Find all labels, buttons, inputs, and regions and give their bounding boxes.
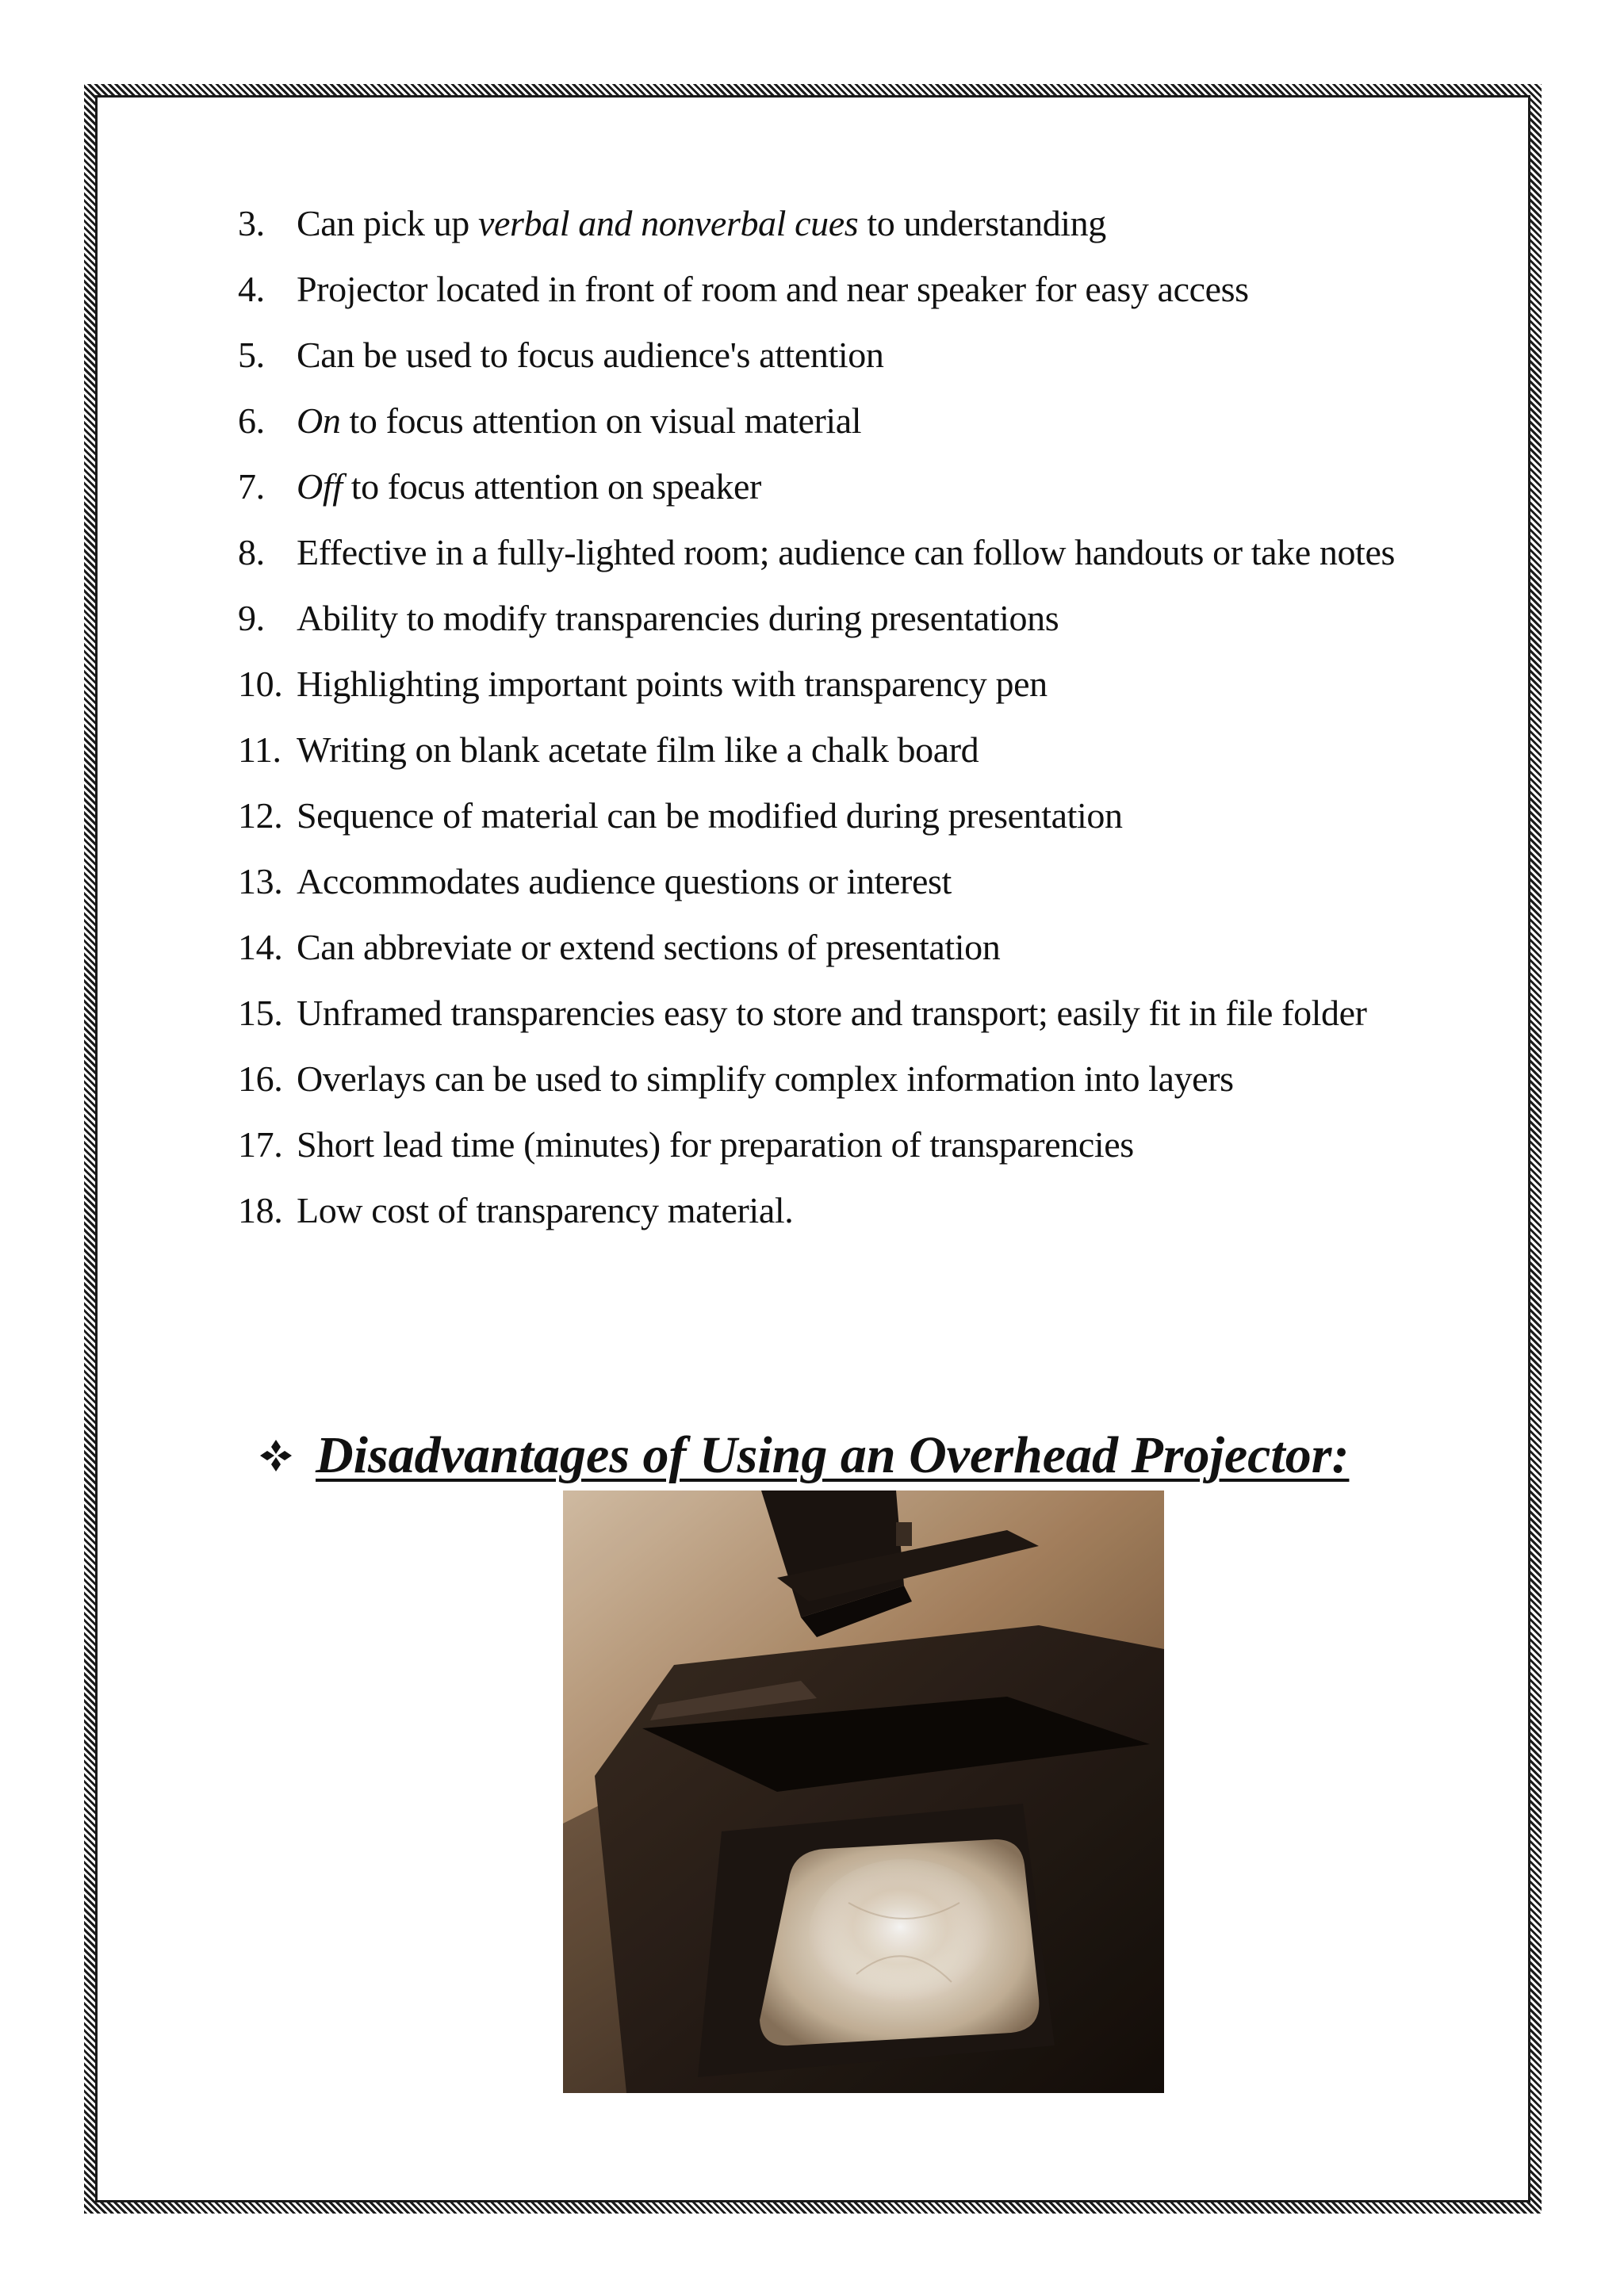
list-item-text: Can abbreviate or extend sections of presentation xyxy=(297,927,1001,967)
list-item-emphasis: verbal and nonverbal cues xyxy=(478,203,859,243)
list-item-text: to understanding xyxy=(858,203,1106,243)
heading-text: Disadvantages of Using an Overhead Projector: xyxy=(316,1426,1350,1484)
list-item xyxy=(238,980,1459,1046)
list-item xyxy=(238,388,1459,453)
list-item xyxy=(238,848,1459,914)
list-item-number: 16. xyxy=(238,1058,283,1099)
list-item-text: Overlays can be used to simplify complex information into layers xyxy=(297,1058,1234,1099)
list-item xyxy=(238,322,1459,388)
list-item-text: Highlighting important points with transparency pen xyxy=(297,664,1048,704)
list-item xyxy=(238,651,1459,717)
list-item-number: 17. xyxy=(238,1124,283,1165)
list-item-text: Short lead time (minutes) for preparation of transparencies xyxy=(297,1124,1134,1165)
list-item-number: 3. xyxy=(238,203,265,243)
list-item-number: 7. xyxy=(238,466,265,507)
list-item-text: to focus attention on speaker xyxy=(342,466,761,507)
list-item xyxy=(238,256,1459,322)
list-item-number: 12. xyxy=(238,795,283,836)
list-item-text: Sequence of material can be modified during presentation xyxy=(297,795,1123,836)
list-item xyxy=(238,1112,1459,1177)
list-item xyxy=(238,1046,1459,1112)
list-item-text: to focus attention on visual material xyxy=(340,400,862,441)
four-diamond-bullet-icon xyxy=(259,1438,293,1473)
list-item-number: 6. xyxy=(238,400,265,441)
list-item xyxy=(238,519,1459,585)
list-item xyxy=(238,717,1459,783)
list-item xyxy=(238,914,1459,980)
overhead-projector-photo xyxy=(563,1490,1164,2093)
list-item-number: 8. xyxy=(238,532,265,572)
list-item-text: Unframed transparencies easy to store and transport; easily fit in file folder xyxy=(297,993,1367,1033)
disadvantages-heading xyxy=(259,1416,1496,1495)
list-item-number: 13. xyxy=(238,861,283,901)
list-item-text: Accommodates audience questions or interest xyxy=(297,861,952,901)
list-item-number: 14. xyxy=(238,927,283,967)
list-item-text: Can be used to focus audience's attention xyxy=(297,335,884,375)
list-item-emphasis: Off xyxy=(297,466,343,507)
list-item-number: 4. xyxy=(238,269,265,309)
list-item xyxy=(238,190,1459,256)
list-item xyxy=(238,1177,1459,1243)
list-item xyxy=(238,585,1459,651)
list-item xyxy=(238,453,1459,519)
list-item-text: Writing on blank acetate film like a chalk board xyxy=(297,729,979,770)
list-item-text: Projector located in front of room and near speaker for easy access xyxy=(297,269,1249,309)
list-item-number: 10. xyxy=(238,664,283,704)
list-item xyxy=(238,783,1459,848)
list-item-emphasis: On xyxy=(297,400,341,441)
list-item-text: Effective in a fully-lighted room; audience can follow handouts or take notes xyxy=(297,532,1395,572)
list-item-number: 15. xyxy=(238,993,283,1033)
list-item-number: 9. xyxy=(238,598,265,638)
list-item-text: Ability to modify transparencies during presentations xyxy=(297,598,1059,638)
list-item-text: Low cost of transparency material. xyxy=(297,1190,794,1230)
list-item-text: Can pick up xyxy=(297,203,478,243)
list-item-number: 18. xyxy=(238,1190,283,1230)
list-item-number: 5. xyxy=(238,335,265,375)
list-item-number: 11. xyxy=(238,729,282,770)
advantages-list xyxy=(238,190,1459,1243)
